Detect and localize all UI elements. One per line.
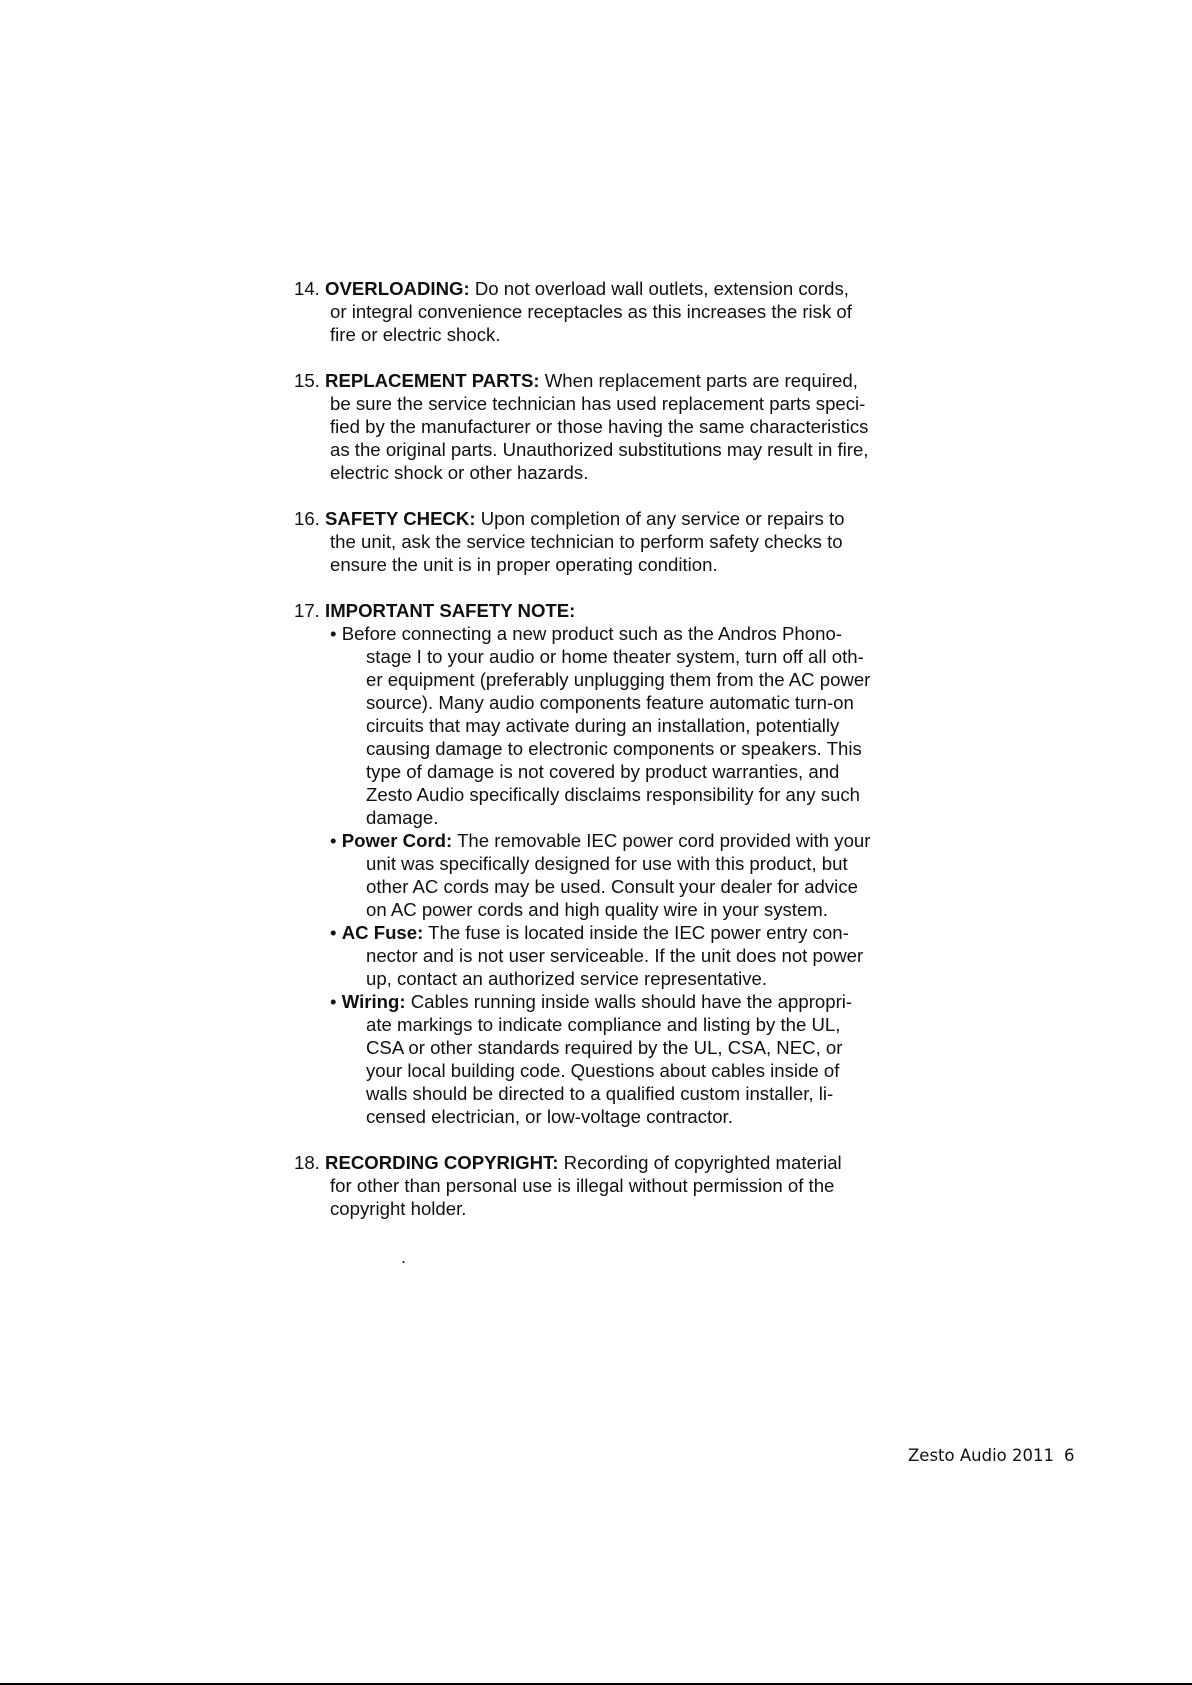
- bullet-text: CSA or other standards required by the UL, CSA, NEC, or: [366, 1037, 843, 1058]
- bullet-icon: •: [330, 623, 337, 644]
- item-heading: SAFETY CHECK:: [325, 508, 476, 529]
- item-text: be sure the service technician has used replacement parts speci-: [330, 393, 866, 414]
- item-number: 14.: [294, 278, 320, 299]
- item-text: as the original parts. Unauthorized substitutions may result in fire,: [330, 439, 869, 460]
- item-heading: RECORDING COPYRIGHT:: [325, 1152, 559, 1173]
- item-number: 18.: [294, 1152, 320, 1173]
- safety-instructions: [294, 277, 934, 1243]
- item-text: electric shock or other hazards.: [330, 462, 589, 483]
- bullet-text: nector and is not user serviceable. If the unit does not power: [366, 945, 864, 966]
- item-text: Recording of copyrighted material: [563, 1152, 842, 1173]
- item-text: Upon completion of any service or repairs to: [480, 508, 845, 529]
- bullet-text: circuits that may activate during an installation, potentially: [366, 715, 840, 736]
- bullet-icon: •: [330, 922, 337, 943]
- bullet-text: your local building code. Questions about cables inside of: [366, 1060, 840, 1081]
- bullet-text: ate markings to indicate compliance and listing by the UL,: [366, 1014, 841, 1035]
- bullet-text: walls should be directed to a qualified custom installer, li-: [366, 1083, 834, 1104]
- item-text: fire or electric shock.: [330, 324, 501, 345]
- item-text: Do not overload wall outlets, extension cords,: [474, 278, 849, 299]
- bullet-label: Power Cord:: [341, 830, 453, 851]
- instruction-14: [294, 277, 934, 346]
- item-text: copyright holder.: [330, 1198, 467, 1219]
- item-heading: OVERLOADING:: [325, 278, 470, 299]
- page-number: 6: [1064, 1446, 1075, 1465]
- item-number: 17.: [294, 600, 320, 621]
- bullet-icon: •: [330, 991, 337, 1012]
- bullet-text: source). Many audio components feature automatic turn-on: [366, 692, 854, 713]
- item-text: the unit, ask the service technician to perform safety checks to: [330, 531, 843, 552]
- instruction-15: [294, 369, 934, 484]
- bullet-label: AC Fuse:: [341, 922, 424, 943]
- bullet-text: on AC power cords and high quality wire in your system.: [366, 899, 828, 920]
- bullet-before-connecting: [294, 622, 934, 829]
- item-number: 16.: [294, 508, 320, 529]
- footer-text: Zesto Audio 2011: [908, 1446, 1054, 1465]
- bullet-text: type of damage is not covered by product warranties, and: [366, 761, 840, 782]
- item-text: When replacement parts are required,: [544, 370, 858, 391]
- bullet-label: Wiring:: [341, 991, 406, 1012]
- item-text: for other than personal use is illegal without permission of the: [330, 1175, 835, 1196]
- bullet-text: damage.: [366, 807, 439, 828]
- bullet-text: Before connecting a new product such as the Andros Phono-: [341, 623, 842, 644]
- bullet-text: other AC cords may be used. Consult your dealer for advice: [366, 876, 858, 897]
- bullet-text: stage I to your audio or home theater system, turn off all oth-: [366, 646, 864, 667]
- bullet-text: up, contact an authorized service representative.: [366, 968, 768, 989]
- item-heading: REPLACEMENT PARTS:: [325, 370, 540, 391]
- bullet-text: Zesto Audio specifically disclaims responsibility for any such: [366, 784, 860, 805]
- stray-mark: .: [401, 1247, 407, 1267]
- instruction-16: [294, 507, 934, 576]
- item-heading: IMPORTANT SAFETY NOTE:: [325, 600, 576, 621]
- bullet-text: The fuse is located inside the IEC power entry con-: [428, 922, 849, 943]
- bullet-icon: •: [330, 830, 337, 851]
- page-footer: [908, 1446, 1075, 1466]
- bullet-text: causing damage to electronic components or speakers. This: [366, 738, 862, 759]
- item-text: fied by the manufacturer or those having the same characteristics: [330, 416, 869, 437]
- bullet-ac-fuse: [294, 921, 934, 990]
- bullet-power-cord: [294, 829, 934, 921]
- bullet-text: er equipment (preferably unplugging them from the AC power: [366, 669, 871, 690]
- item-text: ensure the unit is in proper operating condition.: [330, 554, 718, 575]
- bullet-text: unit was specifically designed for use with this product, but: [366, 853, 848, 874]
- bullet-text: censed electrician, or low-voltage contractor.: [366, 1106, 733, 1127]
- item-text: or integral convenience receptacles as this increases the risk of: [330, 301, 852, 322]
- instruction-17: [294, 599, 934, 1128]
- bullet-text: Cables running inside walls should have the appropri-: [410, 991, 853, 1012]
- instruction-18: [294, 1151, 934, 1220]
- bullet-text: The removable IEC power cord provided with your: [457, 830, 871, 851]
- item-number: 15.: [294, 370, 320, 391]
- bullet-wiring: [294, 990, 934, 1128]
